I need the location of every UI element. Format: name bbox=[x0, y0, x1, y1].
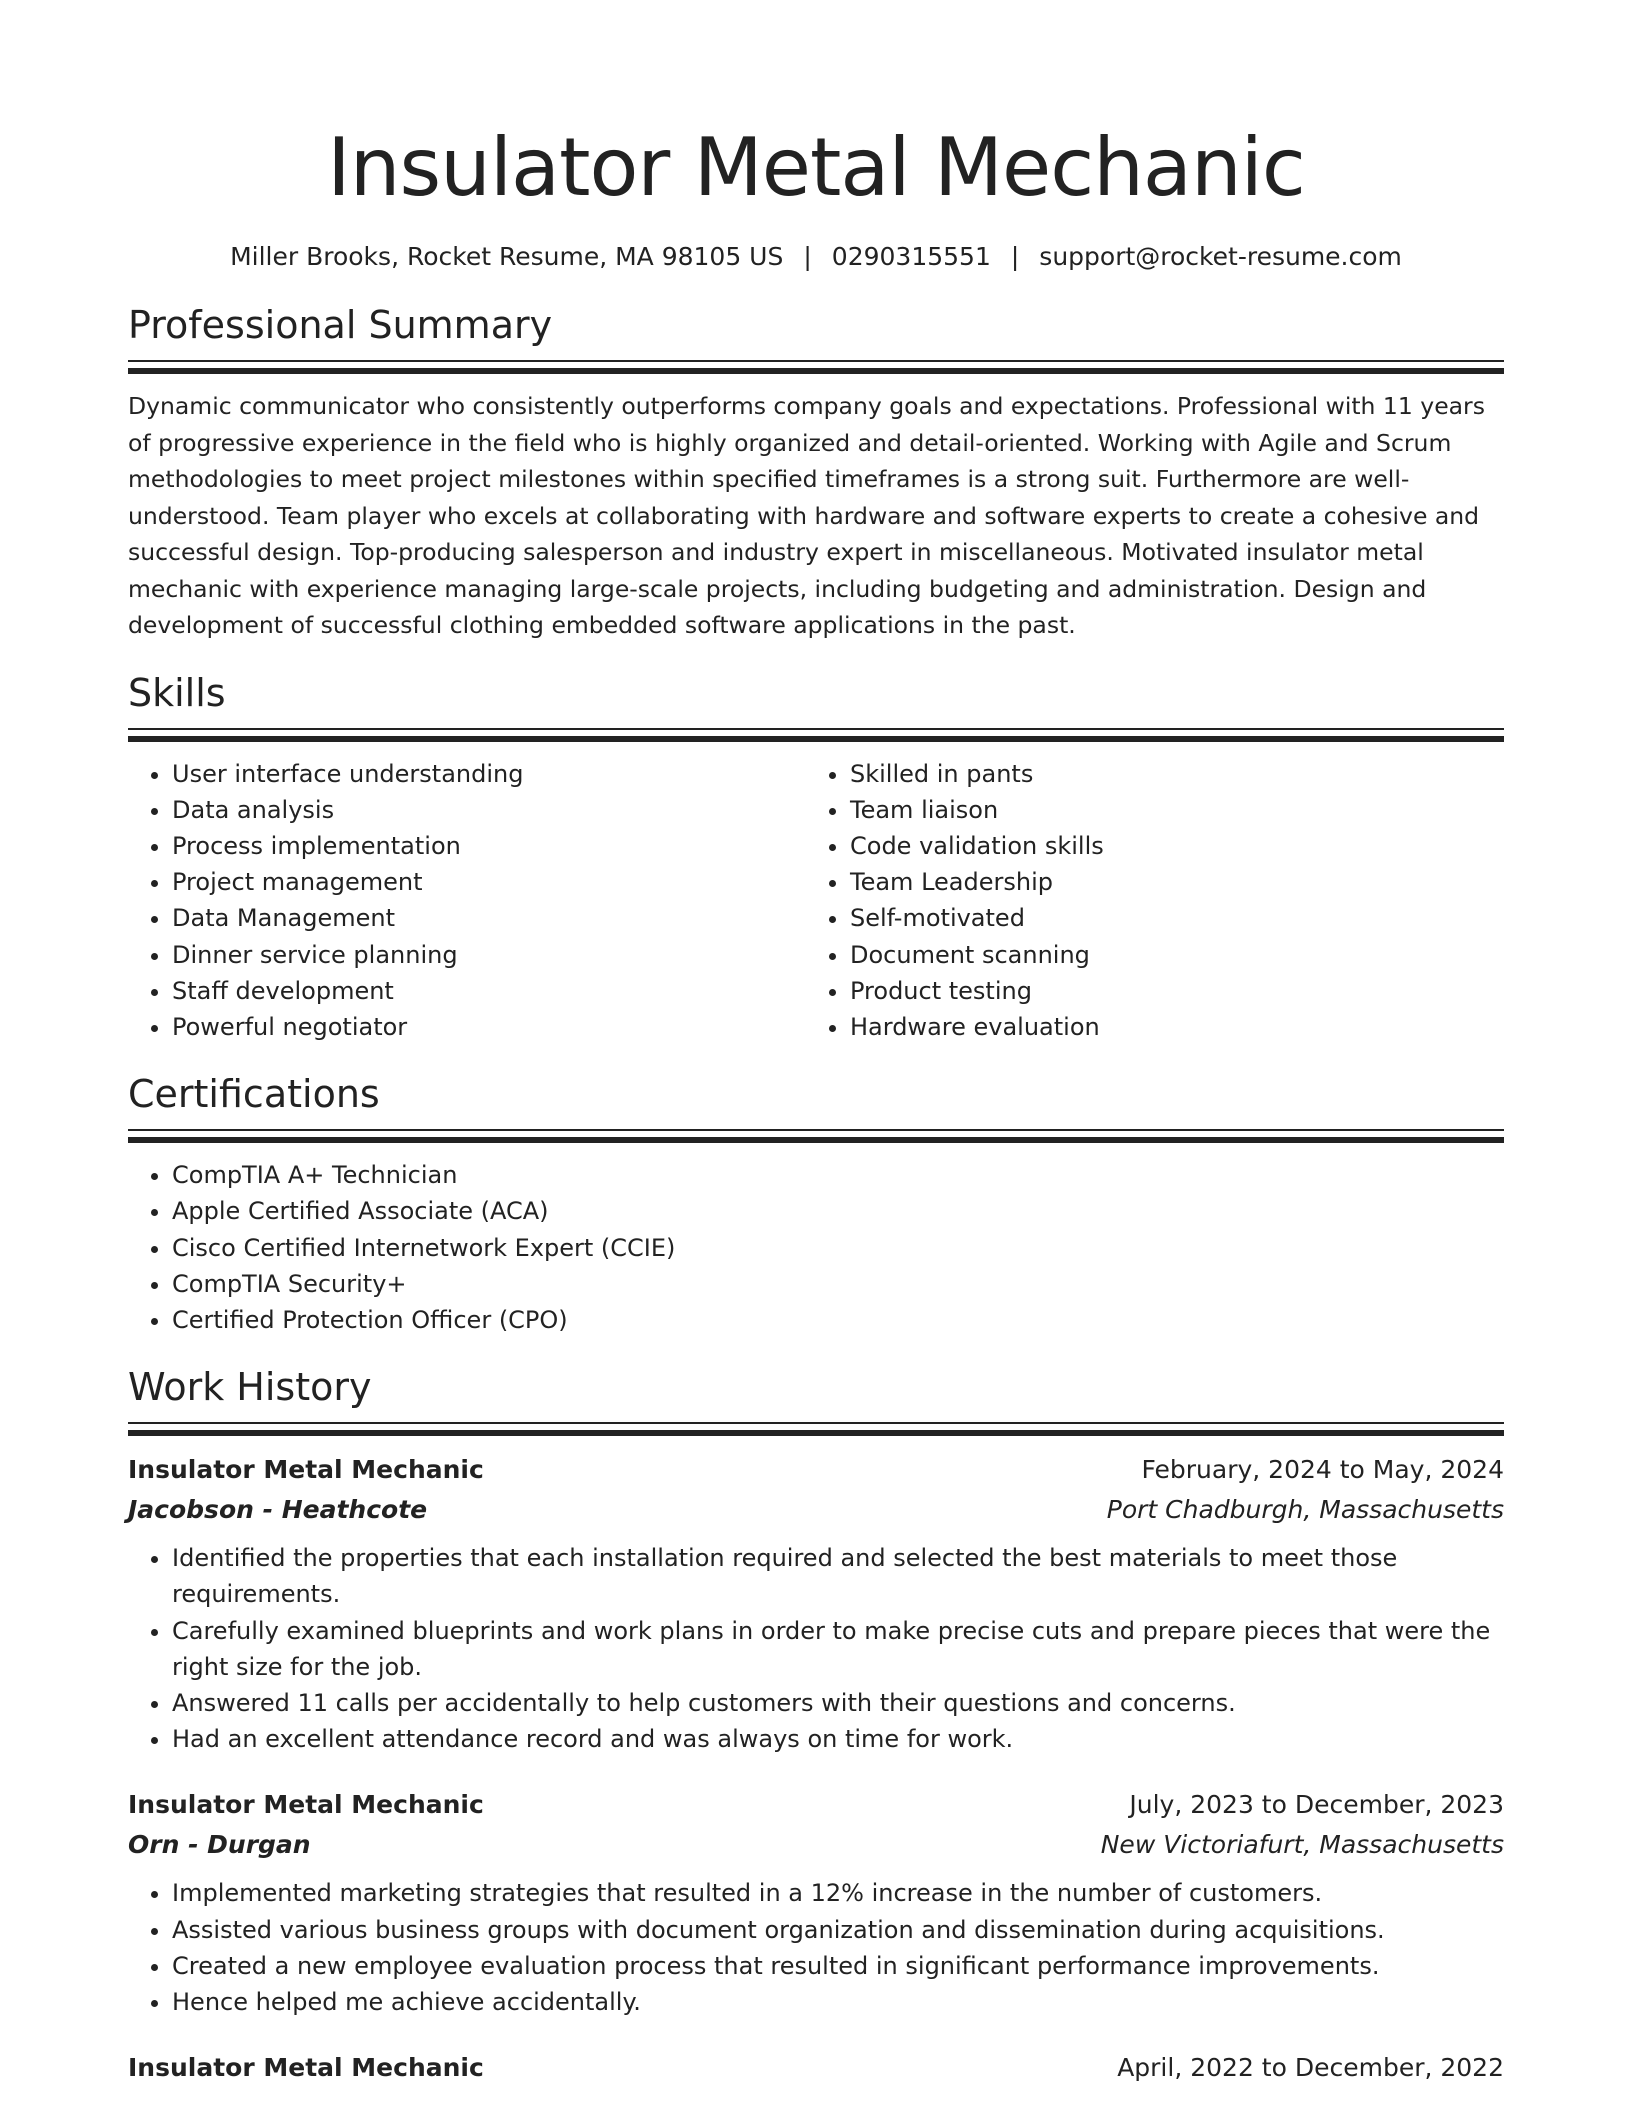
job-bullets bbox=[128, 1540, 1504, 1757]
job-location: Port Chadburgh, Massachusetts bbox=[1106, 1495, 1504, 1525]
section-title: Skills bbox=[128, 670, 226, 715]
section-title: Certifications bbox=[128, 1072, 380, 1117]
skill-item: • Product testing bbox=[850, 973, 1484, 1009]
job-bullet: • Answered 11 calls per accidentally to help customers with their questions and concerns. bbox=[172, 1685, 1504, 1721]
skill-item: • Data Management bbox=[172, 900, 806, 936]
resume-page bbox=[128, 0, 1504, 2088]
resume-name: Insulator Metal Mechanic bbox=[327, 121, 1305, 214]
skill-item: • Document scanning bbox=[850, 937, 1484, 973]
certification-item: • CompTIA A+ Technician bbox=[172, 1157, 1504, 1193]
summary-text: Dynamic communicator who consistently outperforms company goals and expectations. Professional with 11 years of progressive experience in the field who is highly organized and detail-oriented. Working with Agile and Scrum methodologies to meet project milestones within specified timeframes is a strong suit. Furthermore are well-understood. Team player who excels at collaborating with hardware and software experts to create a cohesive and successful design. Top-producing salesperson and industry expert in miscellaneous. Motivated insulator metal mechanic with experience managing large-scale projects, including budgeting and administration. Design and development of successful clothing embedded software applications in the past. bbox=[128, 392, 1485, 639]
skill-item: • Dinner service planning bbox=[172, 937, 806, 973]
section-title: Professional Summary bbox=[128, 303, 553, 347]
certification-item: • Cisco Certified Internetwork Expert (CCIE) bbox=[172, 1230, 1504, 1266]
job-header bbox=[128, 1785, 1504, 1825]
job-company: Jacobson - Heathcote bbox=[128, 1495, 428, 1525]
skills-list bbox=[806, 756, 1484, 1046]
section-divider bbox=[128, 1129, 1504, 1143]
skills-columns bbox=[128, 756, 1504, 1046]
skill-item: • Data analysis bbox=[172, 792, 806, 828]
contact-separator: | bbox=[1010, 242, 1020, 271]
job-bullet: • Hence helped me achieve accidentally. bbox=[172, 1984, 1504, 2020]
contact-phone: 0290315551 bbox=[831, 242, 991, 271]
section-divider bbox=[128, 360, 1504, 374]
skills-section bbox=[128, 668, 1504, 1046]
job-title: Insulator Metal Mechanic bbox=[128, 1455, 484, 1485]
summary-section bbox=[128, 300, 1504, 644]
certification-item: • Apple Certified Associate (ACA) bbox=[172, 1193, 1504, 1229]
certification-item: • Certified Protection Officer (CPO) bbox=[172, 1302, 1504, 1338]
job-dates: July, 2023 to December, 2023 bbox=[1129, 1790, 1504, 1820]
skills-column-left bbox=[128, 756, 806, 1046]
job-dates: April, 2022 to December, 2022 bbox=[1117, 2053, 1504, 2083]
job-header bbox=[128, 1450, 1504, 1490]
job-bullet: • Had an excellent attendance record and was always on time for work. bbox=[172, 1721, 1504, 1757]
skill-item: • Team Leadership bbox=[850, 864, 1484, 900]
contact-line bbox=[128, 240, 1504, 274]
job-title: Insulator Metal Mechanic bbox=[128, 2053, 484, 2083]
section-title: Work History bbox=[128, 1365, 372, 1410]
skill-item: • User interface understanding bbox=[172, 756, 806, 792]
skill-item: • Self-motivated bbox=[850, 900, 1484, 936]
job-entry bbox=[128, 2048, 1504, 2088]
job-header bbox=[128, 2048, 1504, 2088]
certification-item: • CompTIA Security+ bbox=[172, 1266, 1504, 1302]
job-title: Insulator Metal Mechanic bbox=[128, 1790, 484, 1820]
contact-address: Miller Brooks, Rocket Resume, MA 98105 US bbox=[230, 242, 784, 271]
job-entry bbox=[128, 1785, 1504, 2020]
section-divider bbox=[128, 1422, 1504, 1436]
job-bullet: • Assisted various business groups with document organization and dissemination during acquisitions. bbox=[172, 1912, 1504, 1948]
contact-separator: | bbox=[803, 242, 812, 271]
job-bullet: • Implemented marketing strategies that resulted in a 12% increase in the number of customers. bbox=[172, 1875, 1504, 1911]
job-location: New Victoriafurt, Massachusetts bbox=[1100, 1830, 1504, 1860]
skill-item: • Hardware evaluation bbox=[850, 1009, 1484, 1045]
job-dates: February, 2024 to May, 2024 bbox=[1141, 1455, 1504, 1485]
skill-item: • Staff development bbox=[172, 973, 806, 1009]
skill-item: • Powerful negotiator bbox=[172, 1009, 806, 1045]
job-company: Orn - Durgan bbox=[128, 1830, 311, 1860]
skills-column-right bbox=[806, 756, 1484, 1046]
job-subheader bbox=[128, 1825, 1504, 1865]
job-bullets bbox=[128, 1875, 1504, 2020]
job-bullet: • Created a new employee evaluation process that resulted in significant performance improvements. bbox=[172, 1948, 1504, 1984]
section-divider bbox=[128, 728, 1504, 742]
certifications-list bbox=[128, 1157, 1504, 1338]
job-entry bbox=[128, 1450, 1504, 1757]
skill-item: • Code validation skills bbox=[850, 828, 1484, 864]
skills-list bbox=[128, 756, 806, 1046]
skill-item: • Process implementation bbox=[172, 828, 806, 864]
job-subheader bbox=[128, 1490, 1504, 1530]
contact-email: support@rocket-resume.com bbox=[1039, 242, 1402, 271]
job-bullet: • Carefully examined blueprints and work plans in order to make precise cuts and prepare pieces that were the right size for the job. bbox=[172, 1613, 1504, 1685]
skill-item: • Project management bbox=[172, 864, 806, 900]
certifications-section bbox=[128, 1069, 1504, 1338]
job-bullet: • Identified the properties that each installation required and selected the best materials to meet those requirements. bbox=[172, 1540, 1504, 1612]
work-history-section bbox=[128, 1362, 1504, 2088]
skill-item: • Team liaison bbox=[850, 792, 1484, 828]
skill-item: • Skilled in pants bbox=[850, 756, 1484, 792]
